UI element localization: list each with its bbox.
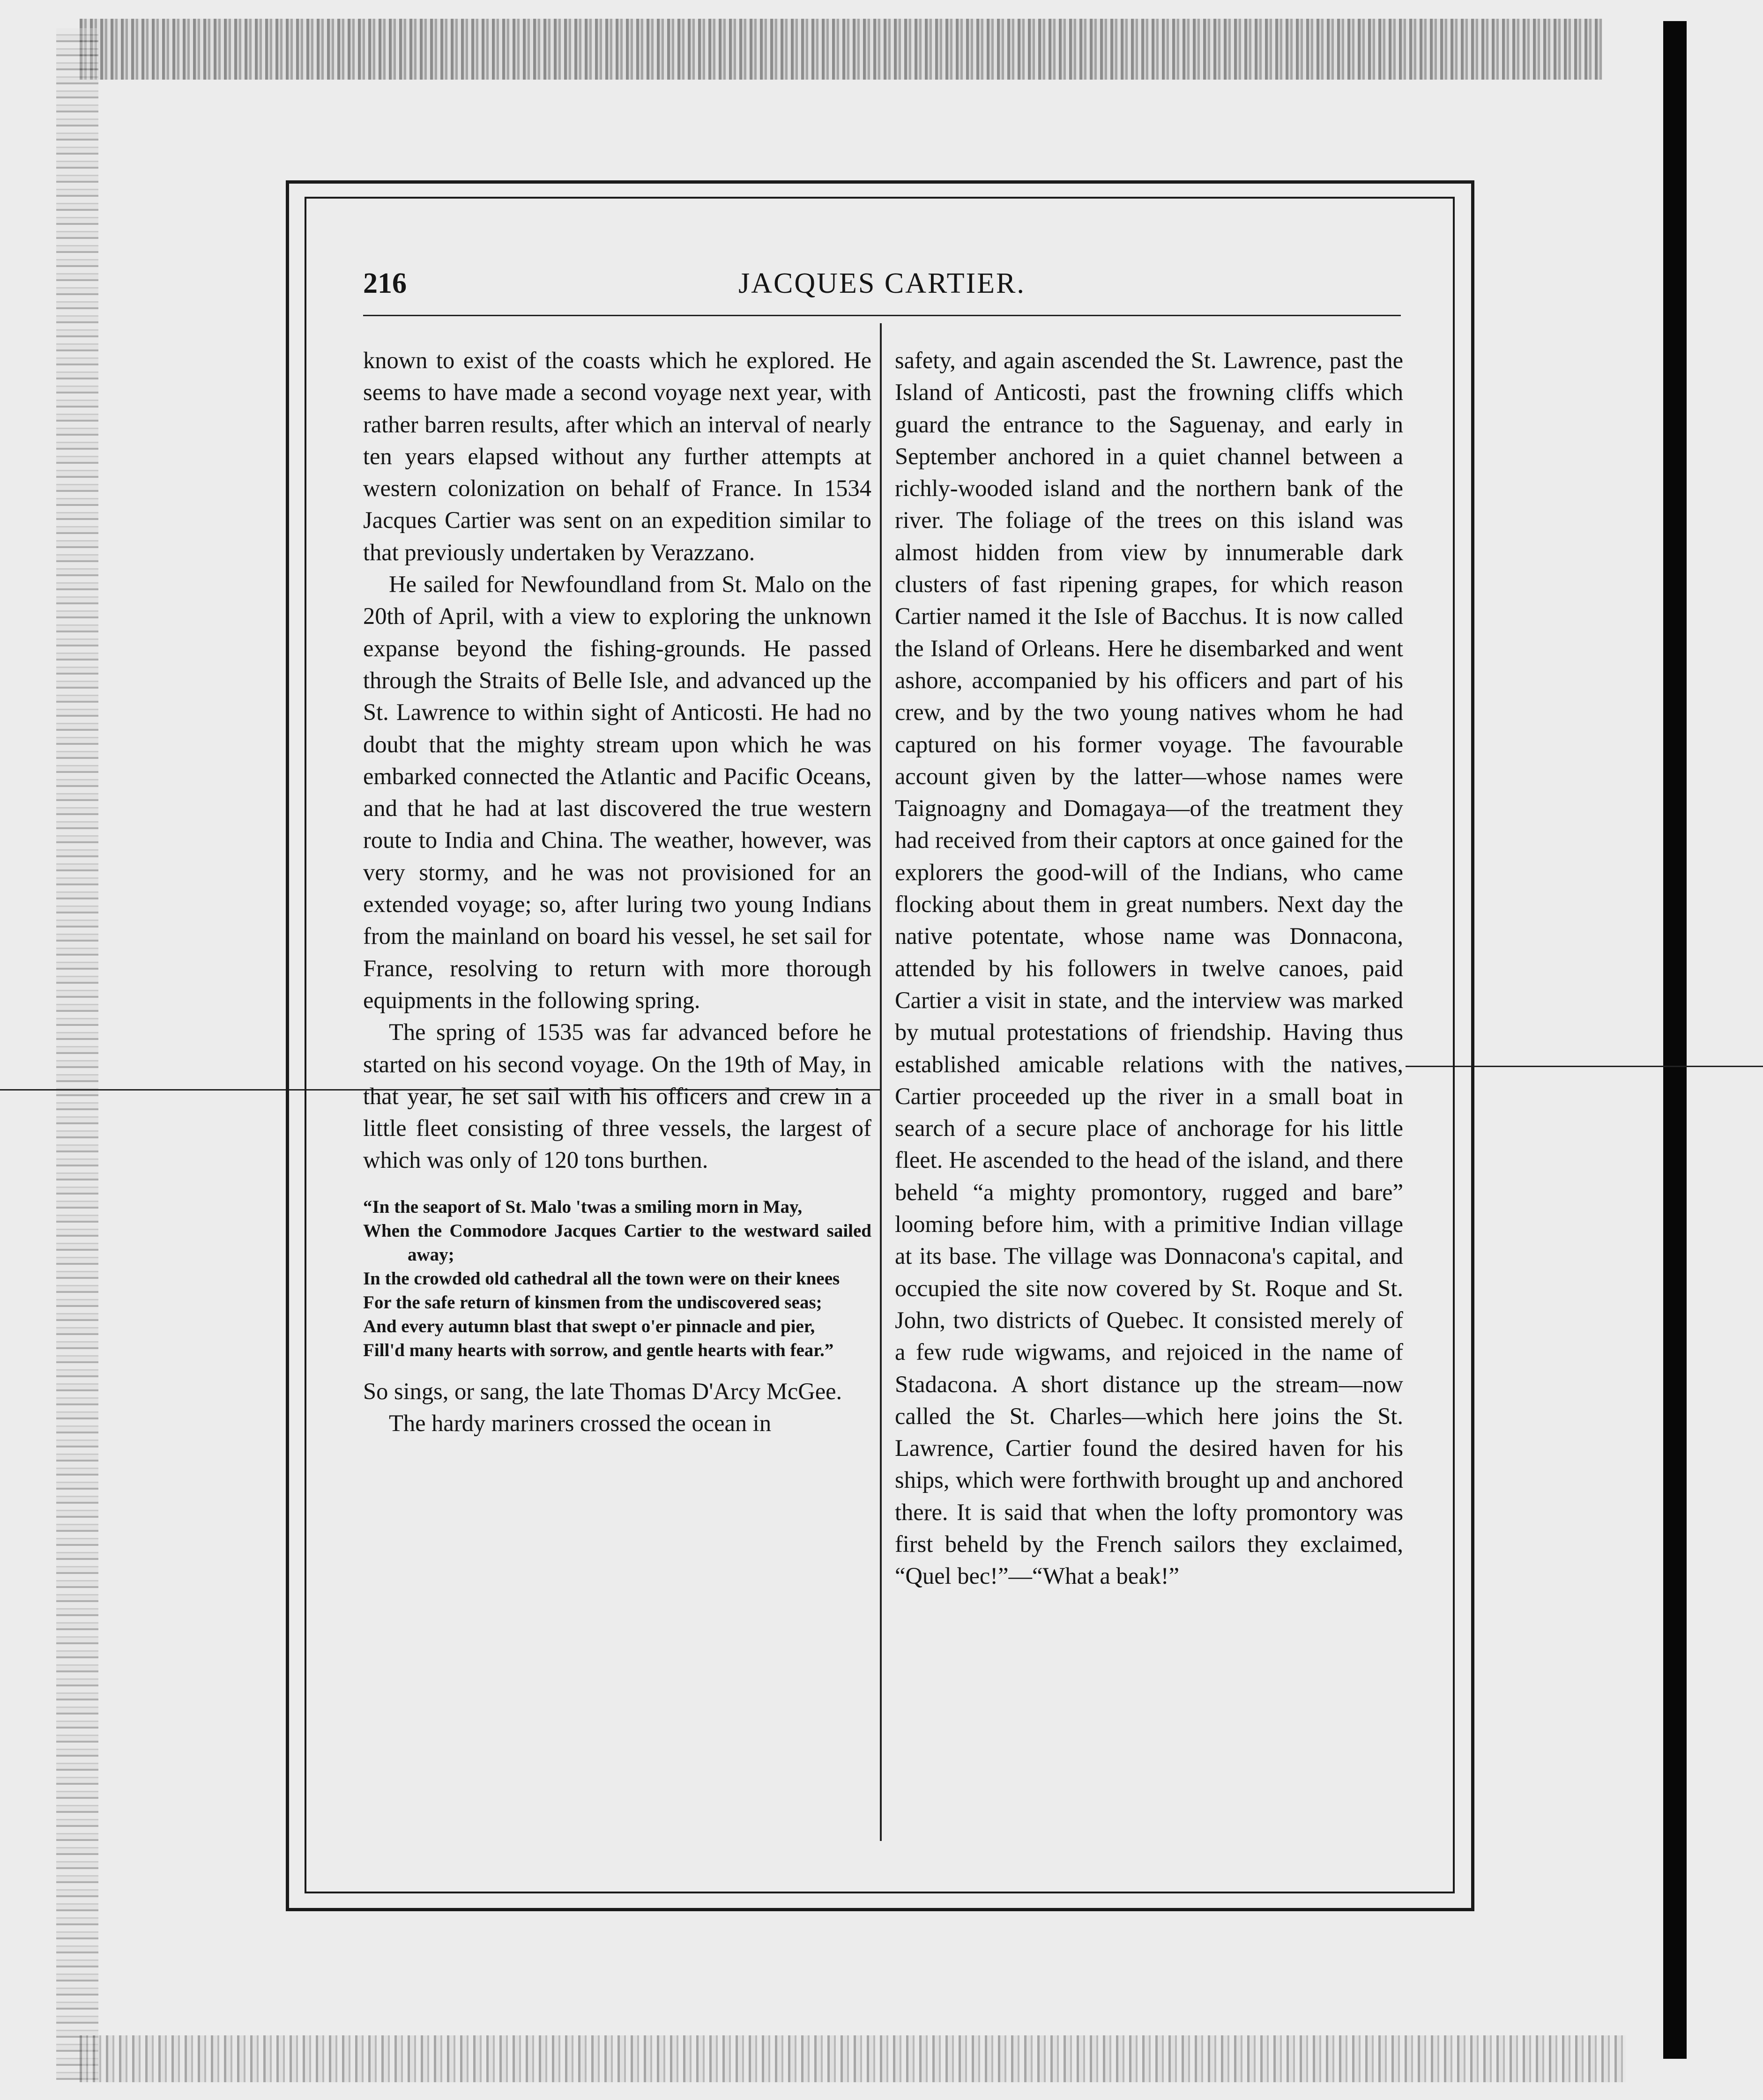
page-header xyxy=(363,262,1401,309)
binding-shadow xyxy=(1663,21,1687,2059)
right-column xyxy=(895,344,1403,1592)
left-column xyxy=(363,344,871,1439)
poem-quote xyxy=(363,1195,871,1362)
column-divider xyxy=(880,323,882,1841)
paragraph: The spring of 1535 was far advanced before he started on his second voyage. On the 19th of May, in that year, he set sail with his officers and crew in a little fleet consisting of three vessels, the largest of which was only of 120 tons burthen. xyxy=(363,1019,871,1173)
header-rule xyxy=(363,315,1401,316)
poem-line: Fill'd many hearts with sorrow, and gentle hearts with fear.” xyxy=(363,1340,834,1360)
paragraph: The hardy mariners crossed the ocean in xyxy=(389,1410,772,1437)
paragraph: safety, and again ascended the St. Lawrence, past the Island of Anticosti, past the frowning cliffs which guard the entrance to the Saguenay, and early in September anchored in a quiet channel between a richly-wooded island and the northern bank of the river. The foliage of the trees on this island was almost hidden from view by innumerable dark clusters of fast ripening grapes, for which reason Cartier named it the Isle of Bacchus. It is now called the Island of Orleans. Here he disembarked and went ashore, accompanied by his officers and part of his crew, and by the two young natives whom he had captured on his former voyage. The favourable account given by the latter—whose names were Taignoagny and Domagaya—of the treatment they had received from their captors at once gained for the explorers the good-will of the Indians, who came flocking about them in great numbers. Next day the native potentate, whose name was Donnacona, attended by his followers in twelve canoes, paid Cartier a visit in state, and the interview was marked by mutual protestations of friendship. Having thus established amicable relations with the natives, Cartier proceeded up the river in a small boat in search of a secure place of anchorage for his little fleet. He ascended to the head of the island, and there beheld “a mighty promontory, rugged and bare” looming before him, with a primitive Indian village at its base. The village was Donnacona's capital, and occupied the site now covered by St. Roque and St. John, two districts of Quebec. It consisted merely of a few rude wigwams, and rejoiced in the name of Stadacona. A short distance up the stream—now called the St. Charles—which here joins the St. Lawrence, Cartier found the desired haven for his ships, which were forthwith brought up and anchored there. It is said that when the lofty promontory was first beheld by the French sailors they exclaimed, “Quel bec!”—“What a beak!” xyxy=(895,347,1403,1589)
paragraph: known to exist of the coasts which he explored. He seems to have made a second voyage next year, with rather barren results, after which an interval of nearly ten years elapsed without any further attempts at western colonization on behalf of France. In 1534 Jacques Cartier was sent on an expedition similar to that previously undertaken by Verazzano. xyxy=(363,347,871,565)
poem-line: And every autumn blast that swept o'er pinnacle and pier, xyxy=(363,1316,815,1336)
page-number: 216 xyxy=(363,267,407,299)
running-head: JACQUES CARTIER. xyxy=(738,267,1026,299)
scan-left-edge xyxy=(56,28,98,2080)
scan-top-edge xyxy=(80,19,1602,80)
scan-bottom-edge xyxy=(80,2035,1626,2082)
paragraph: He sailed for Newfoundland from St. Malo on the 20th of April, with a view to exploring the unknown expanse beyond the fishing-grounds. He passed through the Straits of Belle Isle, and advanced up the St. Lawrence to within sight of Anticosti. He had no doubt that the mighty stream upon which he was embarked connected the Atlantic and Pacific Oceans, and that he had at last discovered the true western route to India and China. The weather, however, was very stormy, and he was not provisioned for an extended voyage; so, after luring two young Indians from the mainland on board his vessel, he set sail for France, resolving to return with more thorough equipments in the following spring. xyxy=(363,571,871,1013)
poem-line: “In the seaport of St. Malo 'twas a smiling morn in May, xyxy=(363,1196,803,1217)
poem-line: In the crowded old cathedral all the town were on their knees xyxy=(363,1268,840,1289)
poem-line: For the safe return of kinsmen from the undiscovered seas; xyxy=(363,1292,822,1313)
paragraph: So sings, or sang, the late Thomas D'Arcy McGee. xyxy=(363,1378,842,1404)
poem-line: When the Commodore Jacques Cartier to the westward sailed away; xyxy=(363,1220,871,1265)
